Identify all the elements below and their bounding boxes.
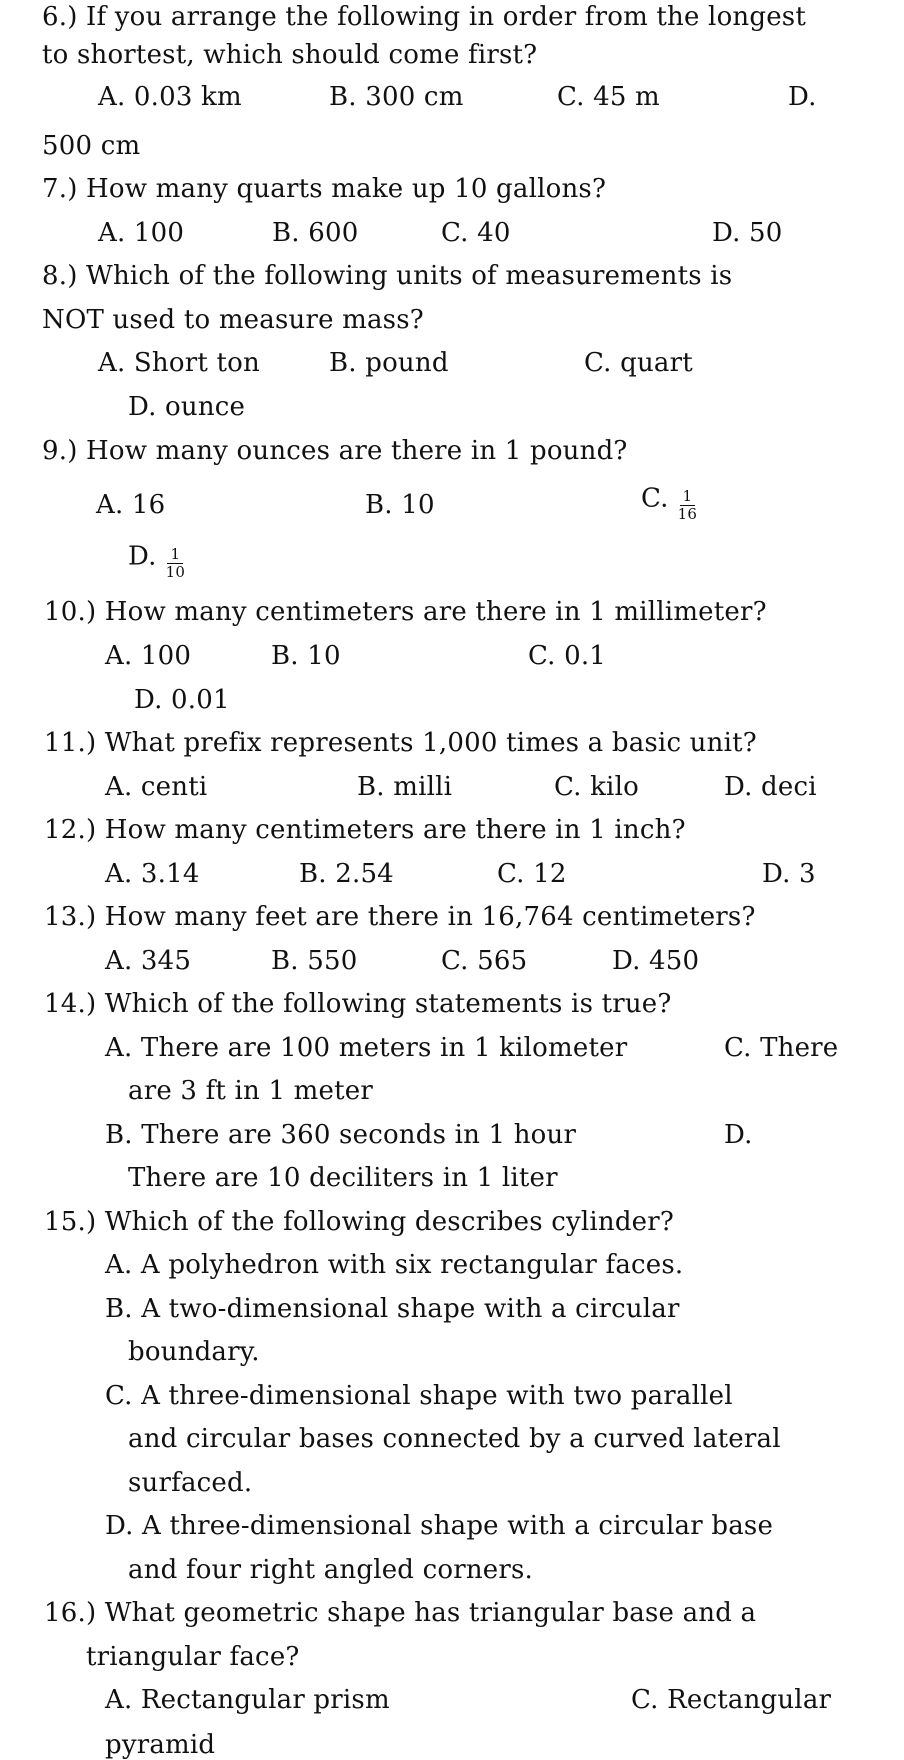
q9-option-d-fraction bbox=[163, 546, 189, 581]
q11-option-a: A. centi bbox=[105, 772, 208, 802]
q6-prompt-line1: 6.) If you arrange the following in order from the longest bbox=[42, 2, 806, 32]
q9-option-b: B. 10 bbox=[365, 490, 435, 520]
bottom-cutoff-region bbox=[0, 1730, 904, 1760]
q14-option-c-line1: C. There bbox=[724, 1033, 839, 1063]
q13-option-c: C. 565 bbox=[441, 946, 528, 976]
q16-prompt-line2: triangular face? bbox=[86, 1642, 300, 1672]
q16-prompt-line1: 16.) What geometric shape has triangular base and a bbox=[44, 1598, 757, 1628]
q8-prompt-line2: NOT used to measure mass? bbox=[42, 305, 424, 335]
fraction-numerator: 1 bbox=[167, 546, 183, 564]
q14-option-b: B. There are 360 seconds in 1 hour bbox=[105, 1120, 577, 1150]
q14-option-d-label: D. bbox=[724, 1120, 753, 1150]
q7-prompt: 7.) How many quarts make up 10 gallons? bbox=[42, 174, 607, 204]
q7-option-a: A. 100 bbox=[98, 218, 185, 248]
q13-option-b: B. 550 bbox=[271, 946, 358, 976]
fraction-denominator: 16 bbox=[677, 505, 698, 523]
q7-option-c: C. 40 bbox=[441, 218, 511, 248]
q15-option-b-line1: B. A two-dimensional shape with a circular bbox=[105, 1294, 680, 1324]
q12-option-a: A. 3.14 bbox=[105, 859, 200, 889]
q9-option-a: A. 16 bbox=[96, 490, 166, 520]
q8-prompt-line1: 8.) Which of the following units of measurements is bbox=[42, 261, 733, 291]
q15-option-b-line2: boundary. bbox=[128, 1337, 260, 1367]
q15-option-c-line3: surfaced. bbox=[128, 1468, 253, 1498]
q12-option-d: D. 3 bbox=[762, 859, 816, 889]
q13-prompt: 13.) How many feet are there in 16,764 centimeters? bbox=[44, 902, 756, 932]
q15-option-a: A. A polyhedron with six rectangular faces. bbox=[105, 1250, 684, 1280]
q15-option-d-line2: and four right angled corners. bbox=[128, 1555, 534, 1585]
q6-option-d-value: 500 cm bbox=[42, 131, 141, 161]
q13-option-d: D. 450 bbox=[612, 946, 700, 976]
q16-option-a: A. Rectangular prism bbox=[105, 1685, 390, 1715]
q6-option-d-label: D. bbox=[788, 82, 817, 112]
q7-option-d: D. 50 bbox=[712, 218, 783, 248]
q9-option-d bbox=[128, 540, 188, 581]
q9-option-c-label: C. bbox=[641, 483, 669, 514]
q14-prompt: 14.) Which of the following statements is true? bbox=[44, 989, 672, 1019]
q12-prompt: 12.) How many centimeters are there in 1 inch? bbox=[44, 815, 686, 845]
q11-option-d: D. deci bbox=[724, 772, 817, 802]
q12-option-c: C. 12 bbox=[497, 859, 567, 889]
fraction-denominator: 10 bbox=[165, 563, 186, 581]
q8-option-c: C. quart bbox=[584, 348, 693, 378]
q12-option-b: B. 2.54 bbox=[299, 859, 394, 889]
q9-option-c-fraction bbox=[675, 488, 701, 523]
q10-option-d: D. 0.01 bbox=[134, 685, 230, 715]
q11-prompt: 11.) What prefix represents 1,000 times a basic unit? bbox=[44, 728, 757, 758]
q15-option-c-line1: C. A three-dimensional shape with two parallel bbox=[105, 1381, 733, 1411]
q10-option-b: B. 10 bbox=[271, 641, 341, 671]
q14-option-a: A. There are 100 meters in 1 kilometer bbox=[105, 1033, 628, 1063]
q11-option-c: C. kilo bbox=[554, 772, 639, 802]
q8-option-b: B. pound bbox=[329, 348, 449, 378]
q10-prompt: 10.) How many centimeters are there in 1 millimeter? bbox=[44, 597, 767, 627]
q16-option-c-line1: C. Rectangular bbox=[631, 1685, 832, 1715]
q10-option-a: A. 100 bbox=[105, 641, 192, 671]
q6-option-a: A. 0.03 km bbox=[98, 82, 242, 112]
q6-option-c: C. 45 m bbox=[557, 82, 660, 112]
q15-option-d-line1: D. A three-dimensional shape with a circular base bbox=[105, 1511, 774, 1541]
q14-option-d-line2: There are 10 deciliters in 1 liter bbox=[128, 1163, 558, 1193]
q11-option-b: B. milli bbox=[357, 772, 453, 802]
q8-option-d: D. ounce bbox=[128, 392, 246, 422]
q9-option-c bbox=[641, 482, 700, 523]
q10-option-c: C. 0.1 bbox=[528, 641, 607, 671]
q9-option-d-label: D. bbox=[128, 541, 157, 572]
q15-prompt: 15.) Which of the following describes cylinder? bbox=[44, 1207, 675, 1237]
q13-option-a: A. 345 bbox=[105, 946, 192, 976]
q8-option-a: A. Short ton bbox=[98, 348, 260, 378]
q7-option-b: B. 600 bbox=[272, 218, 359, 248]
q16-option-c-line2: pyramid bbox=[105, 1730, 216, 1760]
q6-option-b: B. 300 cm bbox=[329, 82, 464, 112]
q15-option-c-line2: and circular bases connected by a curved lateral bbox=[128, 1424, 781, 1454]
q9-prompt: 9.) How many ounces are there in 1 pound? bbox=[42, 436, 628, 466]
fraction-numerator: 1 bbox=[680, 488, 696, 506]
q6-prompt-line2: to shortest, which should come first? bbox=[42, 40, 538, 70]
q14-option-c-line2: are 3 ft in 1 meter bbox=[128, 1076, 373, 1106]
